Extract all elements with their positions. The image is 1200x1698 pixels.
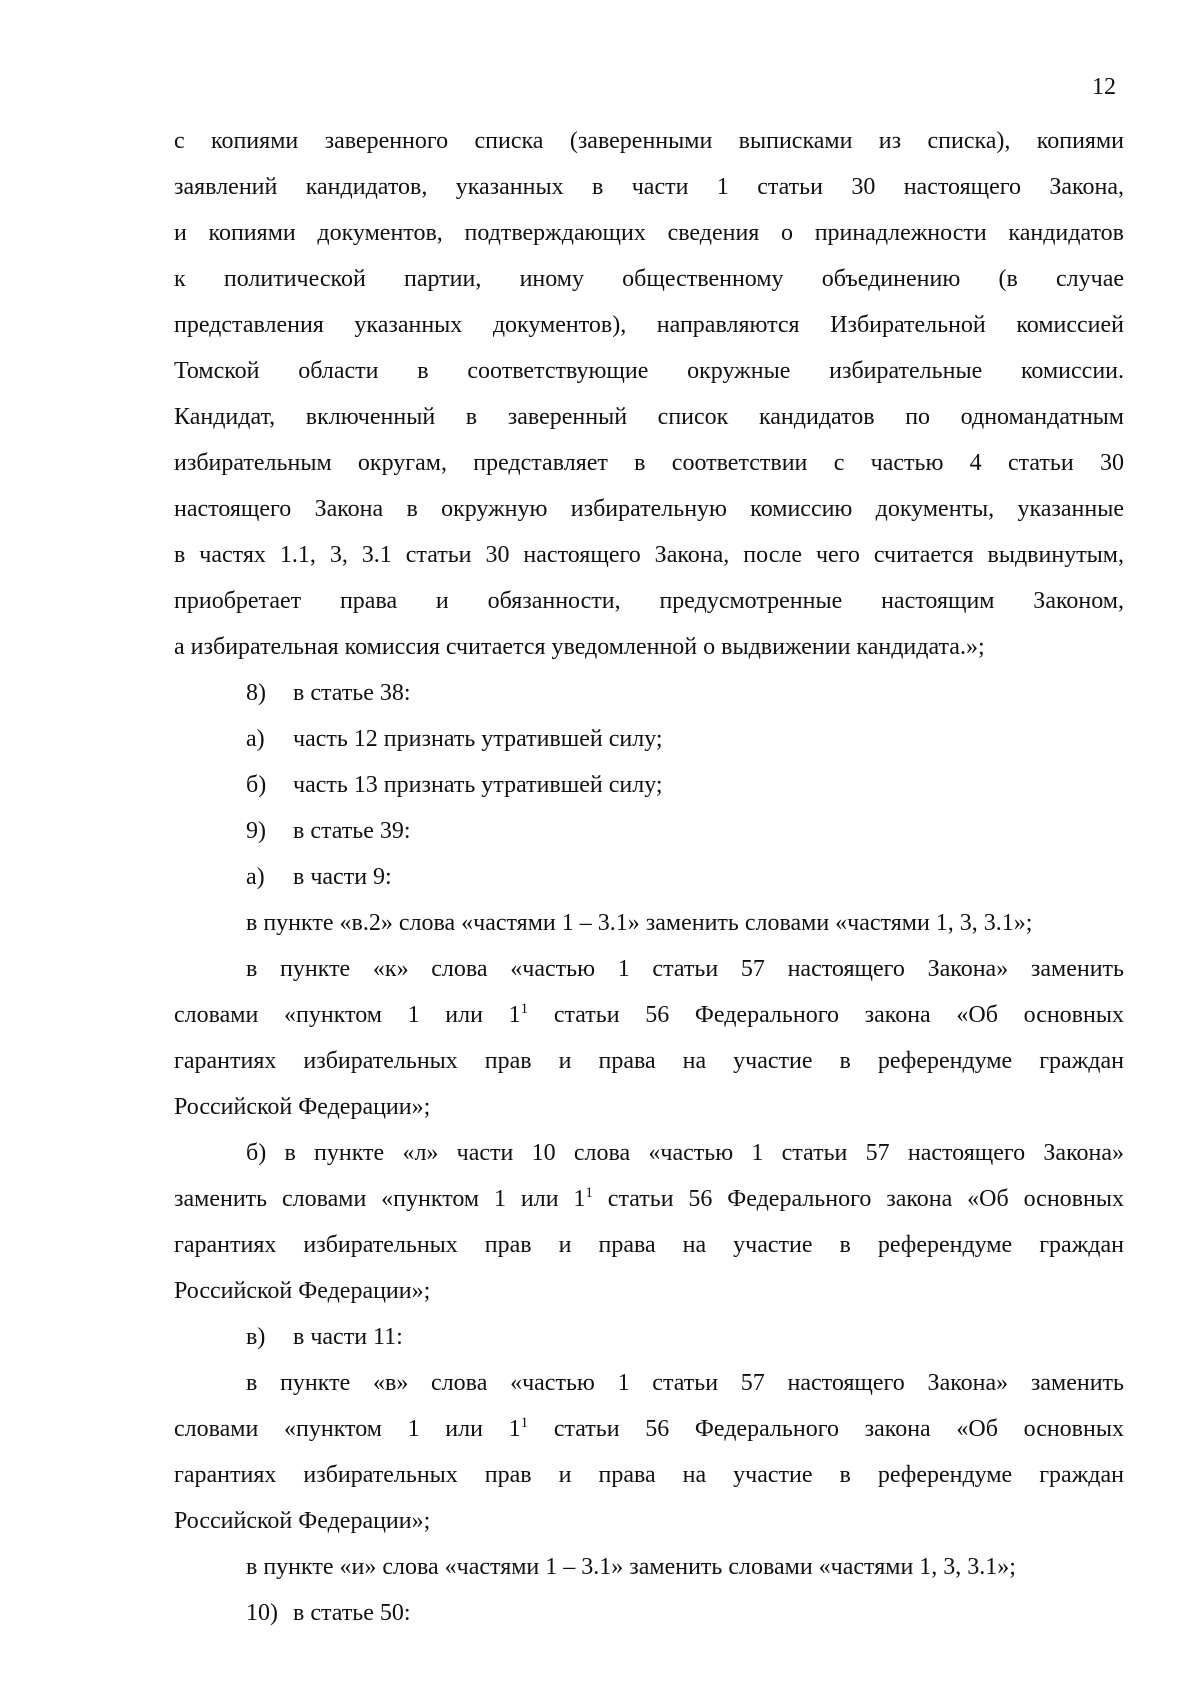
item-number: а) xyxy=(246,726,265,752)
item-number: 9) xyxy=(246,818,266,844)
item-number: а) xyxy=(246,864,265,890)
text-line: приобретает права и обязанности, предусмотренные настоящим Законом, xyxy=(174,588,1124,614)
text-line: с копиями заверенного списка (заверенными выписками из списка), копиями xyxy=(174,128,1124,154)
item-number: в) xyxy=(246,1324,266,1350)
item-text: в части 11: xyxy=(293,1324,403,1350)
text-line: гарантиях избирательных прав и права на участие в референдуме граждан xyxy=(174,1048,1124,1074)
text-line: Российской Федерации»; xyxy=(174,1508,431,1534)
document-body xyxy=(174,118,1124,1636)
list-item-9a xyxy=(174,854,1124,900)
paragraph-list-submission xyxy=(174,118,1124,670)
text-line: гарантиях избирательных прав и права на участие в референдуме граждан xyxy=(174,1232,1124,1258)
item-text: в статье 50: xyxy=(293,1600,411,1626)
item-number: 10) xyxy=(246,1600,278,1626)
superscript: 1 xyxy=(520,1001,529,1017)
list-item-9 xyxy=(174,808,1124,854)
text-line: избирательным округам, представляет в соответствии с частью 4 статьи 30 xyxy=(174,450,1124,476)
paragraph-point-v xyxy=(174,1360,1124,1544)
text-line: словами «пунктом 1 или $1^1$ статьи 56 Федерального закона «Об основных xyxy=(174,1415,1124,1442)
paragraph-point-v2: в пункте «в.2» слова «частями 1 – 3.1» заменить словами «частями 1, 3, 3.1»; xyxy=(246,910,1033,936)
text-line: Томской области в соответствующие окружные избирательные комиссии. xyxy=(174,358,1124,384)
list-item-8b xyxy=(174,762,1124,808)
superscript: 1 xyxy=(585,1185,593,1201)
paragraph-point-k xyxy=(174,946,1124,1130)
page-number: 12 xyxy=(1092,74,1116,100)
text-line: а избирательная комиссия считается уведомленной о выдвижении кандидата.»; xyxy=(174,634,985,660)
list-item-8a xyxy=(174,716,1124,762)
text-line: Кандидат, включенный в заверенный список кандидатов по одномандатным xyxy=(174,404,1124,430)
text-line: к политической партии, иному общественному объединению (в случае xyxy=(174,266,1124,292)
item-text: в статье 39: xyxy=(293,818,411,844)
superscript: 1 xyxy=(520,1415,529,1431)
text-line: настоящего Закона в окружную избирательную комиссию документы, указанные xyxy=(174,496,1124,522)
text-line: гарантиях избирательных прав и права на участие в референдуме граждан xyxy=(174,1462,1124,1488)
list-item-9v xyxy=(174,1314,1124,1360)
text-line: представления указанных документов), направляются Избирательной комиссией xyxy=(174,312,1124,338)
text-line: Российской Федерации»; xyxy=(174,1278,431,1304)
text-line: в частях 1.1, 3, 3.1 статьи 30 настоящего Закона, после чего считается выдвинутым, xyxy=(174,542,1124,568)
item-text: в статье 38: xyxy=(293,680,411,706)
text-line: заявлений кандидатов, указанных в части 1 статьи 30 настоящего Закона, xyxy=(174,174,1124,200)
text-line: б) в пункте «л» части 10 слова «частью 1 статьи 57 настоящего Закона» xyxy=(246,1140,1124,1166)
text-line: словами «пунктом 1 или $1^1$ статьи 56 Федерального закона «Об основных xyxy=(174,1001,1124,1028)
text-line: заменить словами «пунктом 1 или $1^1$ статьи 56 Федерального закона «Об основных xyxy=(174,1185,1124,1212)
item-number: б) xyxy=(246,772,267,798)
text-line: и копиями документов, подтверждающих сведения о принадлежности кандидатов xyxy=(174,220,1124,246)
text-line: в пункте «в» слова «частью 1 статьи 57 настоящего Закона» заменить xyxy=(246,1370,1124,1396)
item-number: 8) xyxy=(246,680,266,706)
item-text: часть 12 признать утратившей силу; xyxy=(293,726,663,752)
paragraph-item-9b xyxy=(174,1130,1124,1314)
list-item-8 xyxy=(174,670,1124,716)
item-text: в части 9: xyxy=(293,864,392,890)
item-text: часть 13 признать утратившей силу; xyxy=(293,772,663,798)
list-item-10 xyxy=(174,1590,1124,1636)
paragraph-point-i: в пункте «и» слова «частями 1 – 3.1» заменить словами «частями 1, 3, 3.1»; xyxy=(246,1554,1016,1580)
text-line: в пункте «к» слова «частью 1 статьи 57 настоящего Закона» заменить xyxy=(246,956,1124,982)
text-line: Российской Федерации»; xyxy=(174,1094,431,1120)
